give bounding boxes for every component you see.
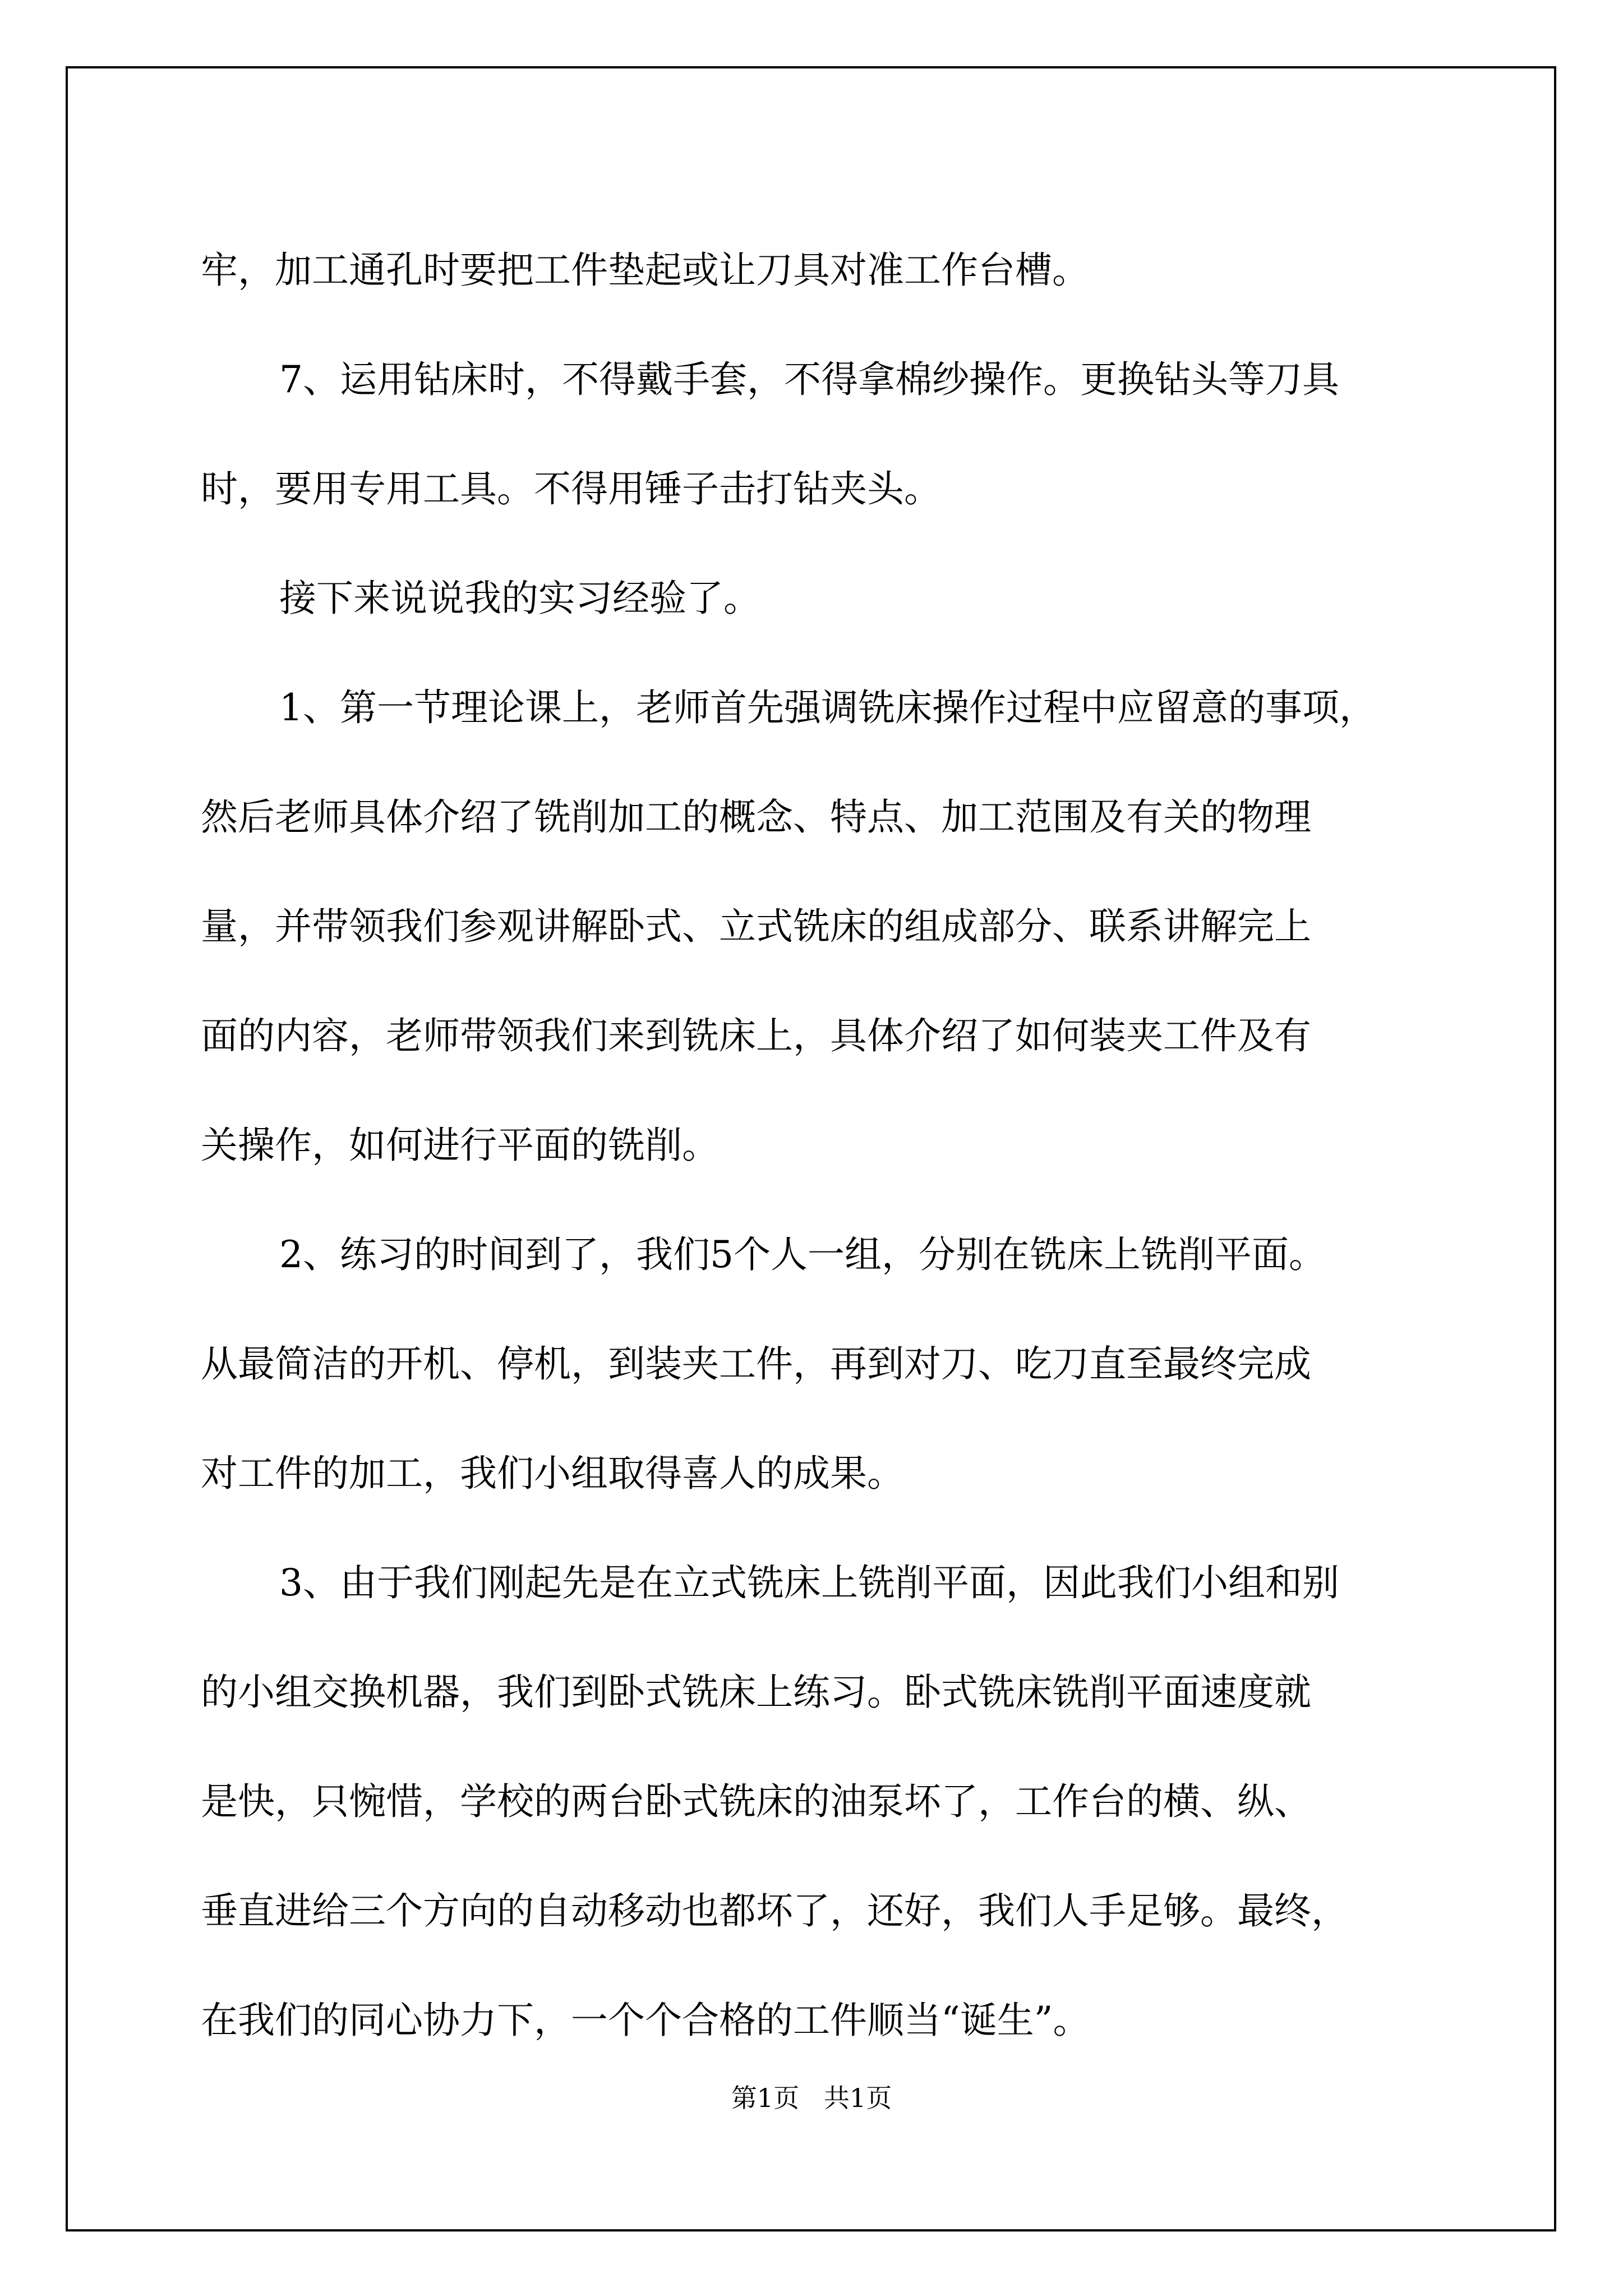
paragraph-first-line: 接下来说说我的实习经验了。 bbox=[279, 577, 760, 620]
text-line: 垂直进给三个方向的自动移动也都坏了，还好，我们人手足够。最终， bbox=[201, 1889, 1348, 1932]
text-line: 时，要用专用工具。不得用锤子击打钻夹头。 bbox=[201, 467, 941, 510]
text-line: 面的内容，老师带领我们来到铣床上，具体介绍了如何装夹工件及有 bbox=[201, 1014, 1311, 1057]
text-line: 从最简洁的开机、停机，到装夹工件，再到对刀、吃刀直至最终完成 bbox=[201, 1342, 1311, 1386]
text-line: 关操作，如何进行平面的铣削。 bbox=[201, 1124, 719, 1167]
text-line: 在我们的同心协力下，一个个合格的工件顺当“诞生”。 bbox=[201, 1999, 1090, 2042]
text-line: 然后老师具体介绍了铣削加工的概念、特点、加工范围及有关的物理 bbox=[201, 795, 1311, 839]
paragraph-first-line: 3、由于我们刚起先是在立式铣床上铣削平面，因此我们小组和别 bbox=[279, 1561, 1339, 1604]
page-footer bbox=[0, 2081, 1623, 2115]
page-number: 第1页 共1页 bbox=[731, 2083, 892, 2113]
text-line: 的小组交换机器，我们到卧式铣床上练习。卧式铣床铣削平面速度就 bbox=[201, 1671, 1311, 1714]
text-line: 牢，加工通孔时要把工件垫起或让刀具对准工作台槽。 bbox=[201, 249, 1089, 292]
paragraph-first-line: 2、练习的时间到了，我们5个人一组，分别在铣床上铣削平面。 bbox=[279, 1233, 1326, 1276]
paragraph-first-line: 1、第一节理论课上，老师首先强调铣床操作过程中应留意的事项， bbox=[279, 686, 1376, 729]
text-line: 量，并带领我们参观讲解卧式、立式铣床的组成部分、联系讲解完上 bbox=[201, 905, 1311, 948]
document-body bbox=[201, 215, 1435, 2075]
paragraph-first-line: 7、运用钻床时，不得戴手套，不得拿棉纱操作。更换钻头等刀具 bbox=[279, 358, 1339, 401]
text-line: 对工件的加工，我们小组取得喜人的成果。 bbox=[201, 1452, 904, 1495]
text-line: 是快，只惋惜，学校的两台卧式铣床的油泵坏了，工作台的横、纵、 bbox=[201, 1780, 1311, 1823]
